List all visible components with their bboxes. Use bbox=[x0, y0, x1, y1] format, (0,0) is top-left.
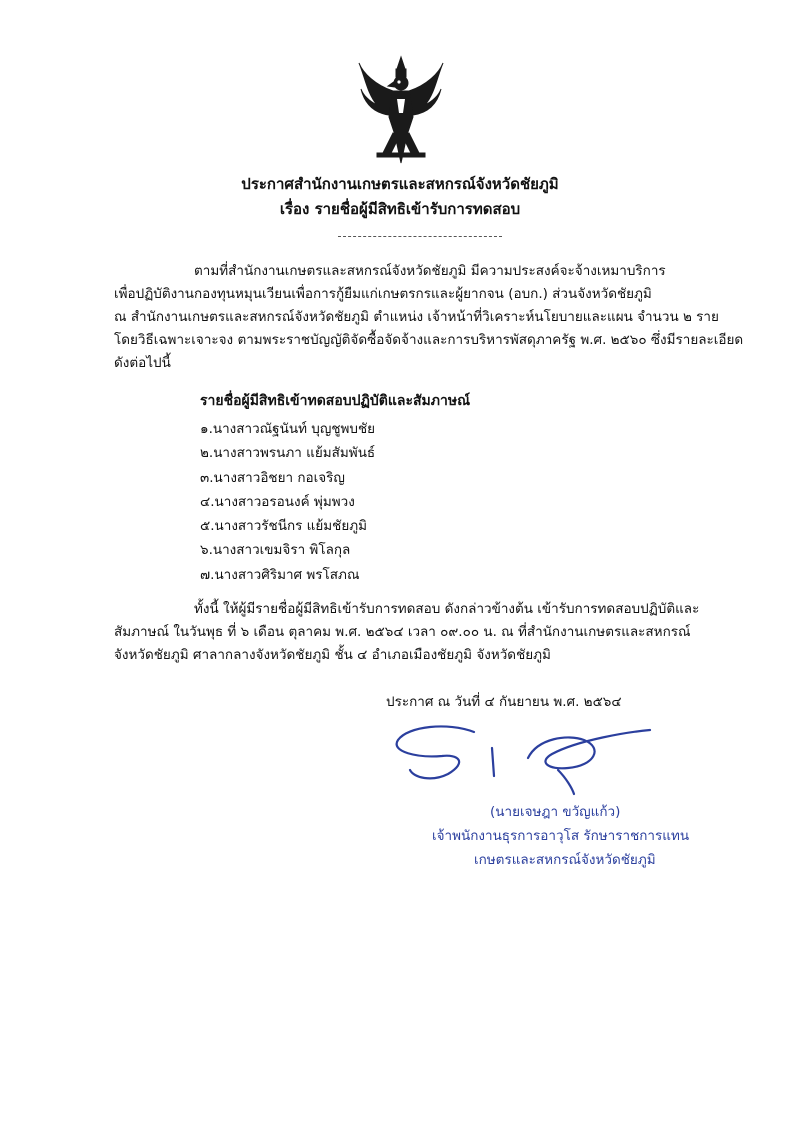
list-item: ๗.นางสาวศิริมาศ พรโสภณ bbox=[200, 566, 360, 583]
handwritten-signature-icon bbox=[388, 718, 658, 796]
signatory-name: (นายเจษฎา ขวัญแก้ว) bbox=[490, 804, 621, 820]
list-item: ๑.นางสาวณัฐนันท์ บุญชูพบชัย bbox=[200, 421, 376, 437]
paragraph-line: เพื่อปฏิบัติงานกองทุนหมุนเวียนเพื่อการกู้ยืมแก่เกษตรกรและผู้ยากจน (อบก.) ส่วนจังหวัดชัยภูมิ bbox=[114, 286, 652, 302]
paragraph-line: จังหวัดชัยภูมิ ศาลากลางจังหวัดชัยภูมิ ชั้น ๔ อำเภอเมืองชัยภูมิ จังหวัดชัยภูมิ bbox=[114, 647, 551, 663]
paragraph-schedule bbox=[114, 598, 739, 667]
paragraph-line: ดังต่อไปนี้ bbox=[114, 355, 171, 371]
paragraph-line: ณ สำนักงานเกษตรและสหกรณ์จังหวัดชัยภูมิ ตำแหน่ง เจ้าหน้าที่วิเคราะห์นโยบายและแผน จำนวน ๒ ราย bbox=[114, 309, 719, 325]
list-item: ๖.นางสาวเขมจิรา พิโลกุล bbox=[200, 542, 351, 559]
list-item: ๔.นางสาวอรอนงค์ พุ่มพวง bbox=[200, 493, 355, 510]
document-title: ประกาศสำนักงานเกษตรและสหกรณ์จังหวัดชัยภูมิ bbox=[241, 175, 559, 193]
list-item: ๕.นางสาวรัชนีกร แย้มชัยภูมิ bbox=[200, 518, 368, 535]
signatory-position: เจ้าพนักงานธุรการอาวุโส รักษาราชการแทน bbox=[432, 828, 690, 844]
paragraph-intro bbox=[114, 260, 744, 375]
paragraph-line: สัมภาษณ์ ในวันพุธ ที่ ๖ เดือน ตุลาคม พ.ศ. ๒๕๖๔ เวลา ๐๙.๐๐ น. ณ ที่สำนักงานเกษตรและสหกรณ์ bbox=[114, 624, 691, 640]
paragraph-line: โดยวิธีเฉพาะเจาะจง ตามพระราชบัญญัติจัดซื้อจัดจ้างและการบริหารพัสดุภาครัฐ พ.ศ. ๒๕๖๐ ซึ่งมีรายละเอียด bbox=[114, 332, 744, 348]
title-divider bbox=[338, 236, 502, 237]
candidate-list bbox=[200, 417, 375, 587]
list-item: ๓.นางสาวอิชยา กอเจริญ bbox=[200, 469, 345, 486]
paragraph-line: ทั้งนี้ ให้ผู้มีรายชื่อผู้มีสิทธิเข้ารับการทดสอบ ดังกล่าวข้างต้น เข้ารับการทดสอบปฏิบัติและ bbox=[194, 601, 700, 617]
document-subject: เรื่อง รายชื่อผู้มีสิทธิเข้ารับการทดสอบ bbox=[279, 200, 521, 218]
signatory-position-department: เกษตรและสหกรณ์จังหวัดชัยภูมิ bbox=[474, 852, 656, 868]
paragraph-line: ตามที่สำนักงานเกษตรและสหกรณ์จังหวัดชัยภูมิ มีความประสงค์จะจ้างเหมาบริการ bbox=[194, 263, 666, 279]
candidate-list-heading: รายชื่อผู้มีสิทธิเข้าทดสอบปฏิบัติและสัมภาษณ์ bbox=[200, 393, 471, 409]
garuda-emblem-icon bbox=[355, 55, 447, 165]
announcement-date: ประกาศ ณ วันที่ ๔ กันยายน พ.ศ. ๒๕๖๔ bbox=[386, 694, 622, 710]
list-item: ๒.นางสาวพรนภา แย้มสัมพันธ์ bbox=[200, 445, 376, 462]
